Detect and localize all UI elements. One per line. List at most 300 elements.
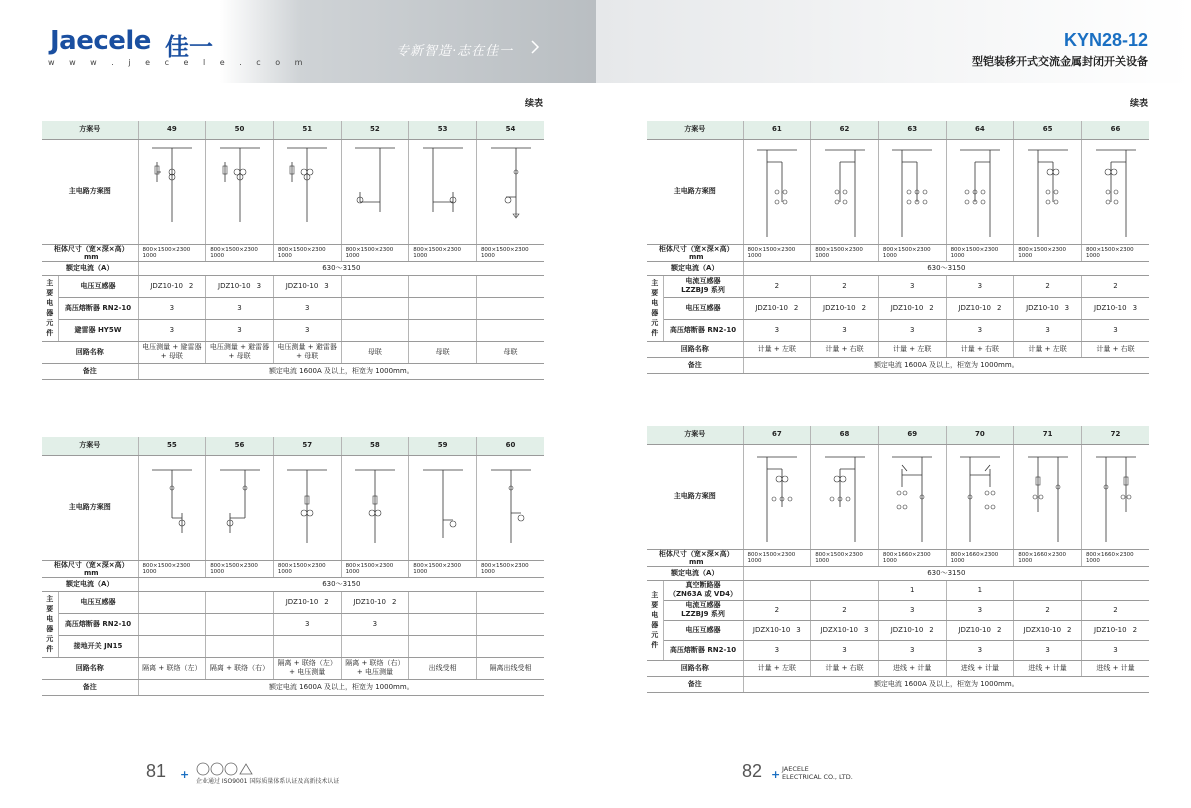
circuit-diagram: [743, 444, 811, 549]
size-d: ×1500×2300: [893, 246, 931, 253]
earth-switch-label: 接地开关 JN15: [58, 635, 138, 657]
ct-qty: 3: [946, 600, 1014, 620]
rated-current-label: 额定电流（A）: [42, 261, 138, 275]
arrester-label: 避雷器 HY5W: [58, 319, 138, 341]
vt-model: JDZ10-10: [958, 303, 991, 312]
main-equipment-label: 主要电器元件: [42, 591, 58, 657]
size-label: [647, 549, 743, 566]
size-w2: 1000: [277, 568, 292, 575]
size-cell: [1081, 244, 1149, 261]
ct-qty: 2: [1014, 600, 1082, 620]
vt-model: JDZ10-10: [823, 303, 856, 312]
size-w: 800: [210, 562, 221, 569]
size-w2: 1000: [277, 252, 292, 259]
vcb-label-a: 真空断路器: [685, 581, 721, 589]
rated-current-label: 额定电流（A）: [647, 261, 743, 275]
size-label-a: 柜体尺寸（宽×深×高）: [53, 560, 129, 569]
vt-model: JDZX10-10: [820, 625, 858, 634]
size-w2: 1000: [1018, 557, 1033, 564]
ct-qty: 3: [946, 275, 1014, 297]
diagram-label: 主电路方案图: [647, 444, 743, 549]
circuit-diagram: [409, 139, 477, 244]
size-cell: [273, 244, 341, 261]
circuit-name-label: 回路名称: [647, 660, 743, 676]
page-number-right: 82: [742, 761, 763, 781]
company-logo-cn: 佳一: [165, 33, 213, 61]
size-d: ×1500×2300: [961, 246, 999, 253]
chevron-right-icon: [530, 40, 540, 54]
circuit-name: 母联: [341, 341, 409, 363]
scheme-number: 62: [811, 121, 879, 139]
diagram-label: 主电路方案图: [42, 455, 138, 560]
company-name-2: ELECTRICAL CO., LTD.: [782, 773, 853, 781]
fuse-qty: 3: [811, 640, 879, 660]
size-w2: 1000: [747, 557, 762, 564]
size-label-b: mm: [83, 252, 99, 261]
vt-model: JDZ10-10: [958, 625, 991, 634]
main-equipment-label: 主要电器元件: [647, 275, 663, 341]
certification-text: 企业通过 ISO9001 国际质量体系认证及高新技术认证: [196, 778, 340, 785]
size-w: 800: [815, 551, 826, 558]
remarks-value: 额定电流 1600A 及以上，柜宽为 1000mm。: [743, 676, 1149, 692]
size-d: ×1500×2300: [825, 246, 863, 253]
scheme-number: 63: [878, 121, 946, 139]
size-cell: [946, 549, 1014, 566]
size-d: ×1500×2300: [1096, 246, 1134, 253]
vt-qty: 2: [996, 625, 1002, 634]
scheme-number: 51: [273, 121, 341, 139]
circuit-name: 进线 + 计量: [1014, 660, 1082, 676]
size-w: 800: [210, 246, 221, 253]
circuit-name: 进线 + 计量: [946, 660, 1014, 676]
size-w: 800: [277, 246, 289, 253]
circuit-name-label: 回路名称: [647, 341, 743, 357]
page-number-left: 81: [146, 761, 167, 781]
circuit-diagram: [273, 139, 341, 244]
size-w2: 1000: [210, 252, 225, 259]
ct-label-b: LZZBJ9 系列: [681, 610, 725, 618]
scheme-number: 66: [1081, 121, 1149, 139]
circuit-diagram: [946, 444, 1014, 549]
size-cell: [811, 549, 879, 566]
size-w2: 1000: [815, 557, 830, 564]
scheme-number: 55: [138, 437, 206, 455]
size-cell: [273, 560, 341, 577]
remarks-label: 备注: [42, 363, 138, 379]
scheme-number: 57: [273, 437, 341, 455]
size-w2: 1000: [815, 252, 830, 259]
size-cell: [476, 244, 544, 261]
size-d: ×1660×2300: [893, 551, 931, 558]
size-d: ×1500×2300: [758, 551, 796, 558]
size-w: 800: [882, 551, 894, 558]
vt-label: 电压互感器: [663, 297, 743, 319]
size-cell: [878, 549, 946, 566]
vt-label: 电压互感器: [663, 620, 743, 640]
ct-label: [663, 600, 743, 620]
circuit-name: 计量 + 右联: [1081, 341, 1149, 357]
ct-qty: 3: [878, 600, 946, 620]
size-w2: 1000: [480, 252, 495, 259]
circuit-diagram: [476, 139, 544, 244]
circuit-name: 进线 + 计量: [1081, 660, 1149, 676]
vt-qty: 2: [861, 303, 867, 312]
size-cell: [138, 560, 206, 577]
vt-model: JDZX10-10: [752, 625, 791, 634]
size-w: 800: [882, 246, 894, 253]
plus-mark-left: +: [180, 768, 190, 781]
size-label: [42, 244, 138, 261]
circuit-diagram: [1014, 139, 1082, 244]
size-cell: [743, 244, 811, 261]
scheme-table-67-72: [647, 426, 1149, 693]
size-cell: [409, 560, 477, 577]
fuse-label: 高压熔断器 RN2-10: [58, 297, 138, 319]
company-logo: Jaecele: [50, 26, 151, 56]
fuse-qty: 3: [743, 319, 811, 341]
circuit-name: 进线 + 计量: [878, 660, 946, 676]
vt-qty: 2: [996, 303, 1002, 312]
vt-qty: 3: [324, 281, 329, 290]
rated-current-label: 额定电流（A）: [647, 566, 743, 580]
rated-current-value: 630～3150: [138, 577, 544, 591]
vt-model: JDZ10-10: [890, 303, 924, 312]
circuit-name: 计量 + 左联: [1014, 341, 1082, 357]
circuit-name: 隔离 + 联络（左）+ 电压测量: [273, 657, 341, 679]
rated-current-value: 630～3150: [743, 566, 1149, 580]
fuse-label: 高压熔断器 RN2-10: [663, 319, 743, 341]
circuit-name: 计量 + 左联: [878, 341, 946, 357]
ct-qty: 2: [1081, 600, 1149, 620]
vt-model: JDZ10-10: [1026, 303, 1059, 312]
plus-mark-right: +: [771, 768, 781, 781]
circuit-diagram: [1014, 444, 1082, 549]
circuit-name: 电压测量 + 避雷器 + 母联: [138, 341, 206, 363]
size-d: ×1500×2300: [356, 246, 394, 253]
size-label-a: 柜体尺寸（宽×深×高）: [658, 244, 734, 253]
circuit-name: 母联: [409, 341, 477, 363]
size-d: ×1500×2300: [153, 562, 191, 569]
fuse-label: 高压熔断器 RN2-10: [58, 613, 138, 635]
fuse-qty: 3: [1081, 319, 1149, 341]
fuse-qty: 3: [811, 319, 879, 341]
fuse-qty: 3: [743, 640, 811, 660]
remarks-value: 额定电流 1600A 及以上，柜宽为 1000mm。: [138, 363, 544, 379]
size-cell: [341, 244, 409, 261]
scheme-number: 50: [206, 121, 274, 139]
circuit-diagram: [476, 455, 544, 560]
scheme-number: 65: [1014, 121, 1082, 139]
ct-qty: 2: [811, 600, 879, 620]
continued-label-left: 续表: [525, 99, 544, 109]
fuse-label: 高压熔断器 RN2-10: [663, 640, 743, 660]
scheme-number: 56: [206, 437, 274, 455]
circuit-diagram: [273, 455, 341, 560]
size-d: ×1500×2300: [491, 562, 529, 569]
scheme-table-49-54: [42, 121, 544, 380]
main-equipment-label: 主要电器元件: [42, 275, 58, 341]
size-w: 800: [747, 551, 758, 558]
ct-label-b: LZZBJ9 系列: [681, 286, 725, 294]
size-w2: 1000: [882, 252, 897, 259]
remarks-label: 备注: [647, 676, 743, 692]
scheme-number: 52: [341, 121, 409, 139]
vt-qty: 3: [1064, 303, 1070, 312]
fuse-qty: 3: [946, 640, 1014, 660]
size-w2: 1000: [413, 252, 428, 259]
size-w2: 1000: [413, 568, 428, 575]
fuse-qty: 3: [341, 613, 409, 635]
ct-qty: 2: [743, 600, 811, 620]
size-cell: [138, 244, 206, 261]
scheme-number: 58: [341, 437, 409, 455]
size-label: [42, 560, 138, 577]
size-cell: [1014, 549, 1082, 566]
scheme-number: 59: [409, 437, 477, 455]
size-d: ×1500×2300: [758, 246, 796, 253]
fuse-qty: 3: [1014, 640, 1082, 660]
ct-qty: 2: [1014, 275, 1082, 297]
size-d: ×1660×2300: [1096, 551, 1134, 558]
product-subtitle: 型铠装移开式交流金属封闭开关设备: [972, 55, 1148, 68]
vt-model: JDZ10-10: [353, 597, 386, 606]
circuit-name: 隔离 + 联络（左）: [138, 657, 206, 679]
size-w: 800: [413, 562, 424, 569]
size-w: 800: [142, 562, 153, 569]
vt-qty: 2: [929, 303, 934, 312]
circuit-diagram: [811, 444, 879, 549]
scheme-number: 72: [1081, 426, 1149, 444]
vt-model: JDZ10-10: [285, 597, 319, 606]
product-model: KYN28-12: [1063, 30, 1148, 50]
circuit-diagram: [206, 139, 274, 244]
circuit-diagram: [138, 455, 206, 560]
vt-qty: 3: [863, 625, 869, 634]
ct-label-a: 电流互感器: [685, 601, 721, 609]
circuit-diagram: [1081, 139, 1149, 244]
size-w: 800: [345, 562, 357, 569]
size-d: ×1500×2300: [423, 246, 461, 253]
fuse-qty: 3: [138, 297, 206, 319]
ct-label-a: 电流互感器: [685, 277, 721, 285]
arrester-qty: 3: [206, 319, 274, 341]
size-w2: 1000: [1085, 252, 1100, 259]
size-cell: [1081, 549, 1149, 566]
vt-model: JDZ10-10: [755, 303, 788, 312]
scheme-number: 67: [743, 426, 811, 444]
ct-qty: 2: [1081, 275, 1149, 297]
fuse-qty: 3: [878, 319, 946, 341]
remarks-value: 额定电流 1600A 及以上，柜宽为 1000mm。: [743, 357, 1149, 373]
vt-qty: 2: [929, 625, 934, 634]
size-label-a: 柜体尺寸（宽×深×高）: [53, 244, 129, 253]
fuse-qty: 3: [1081, 640, 1149, 660]
vt-model: JDZ10-10: [890, 625, 924, 634]
circuit-name: 计量 + 左联: [743, 660, 811, 676]
fuse-qty: 3: [946, 319, 1014, 341]
size-w2: 1000: [142, 252, 157, 259]
circuit-name: 计量 + 左联: [743, 341, 811, 357]
circuit-name: 母联: [476, 341, 544, 363]
size-w: 800: [1085, 246, 1097, 253]
scheme-number: 53: [409, 121, 477, 139]
scheme-number: 54: [476, 121, 544, 139]
vt-qty: 2: [188, 281, 194, 290]
size-w: 800: [815, 246, 826, 253]
vcb-qty: 1: [878, 580, 946, 600]
circuit-name: 隔离出线受相: [476, 657, 544, 679]
size-w: 800: [277, 562, 289, 569]
diagram-label: 主电路方案图: [647, 139, 743, 244]
size-cell: [946, 244, 1014, 261]
company-name-1: JAECELE: [782, 765, 809, 773]
vt-qty: 2: [1067, 625, 1072, 634]
size-w2: 1000: [345, 568, 360, 575]
vt-model: JDZ10-10: [1094, 625, 1127, 634]
scheme-no-label: 方案号: [647, 121, 743, 139]
size-w: 800: [950, 246, 962, 253]
circuit-diagram: [1081, 444, 1149, 549]
scheme-table-61-66: [647, 121, 1149, 374]
size-w: 800: [1085, 551, 1097, 558]
circuit-name-label: 回路名称: [42, 341, 138, 363]
circuit-name: 出线受相: [409, 657, 477, 679]
circuit-diagram: [878, 444, 946, 549]
circuit-diagram: [946, 139, 1014, 244]
ct-label: [663, 275, 743, 297]
vt-qty: 3: [796, 625, 801, 634]
size-w2: 1000: [950, 557, 965, 564]
size-w: 800: [345, 246, 357, 253]
scheme-no-label: 方案号: [42, 437, 138, 455]
vt-qty: 2: [1132, 625, 1138, 634]
circuit-diagram: [409, 455, 477, 560]
vcb-label-b: （ZN63A 或 VD4）: [668, 590, 738, 598]
website-url: w w w . j e c e l e . c o m: [48, 58, 309, 67]
vt-qty: 3: [1132, 303, 1138, 312]
size-w: 800: [1018, 246, 1029, 253]
diagram-label: 主电路方案图: [42, 139, 138, 244]
size-d: ×1500×2300: [153, 246, 191, 253]
scheme-no-label: 方案号: [42, 121, 138, 139]
circuit-name: 计量 + 右联: [811, 660, 879, 676]
vt-model: JDZ10-10: [150, 281, 183, 290]
main-equipment-label: 主要电器元件: [647, 580, 663, 660]
size-cell: [878, 244, 946, 261]
circuit-name: 隔离 + 联络（右）: [206, 657, 274, 679]
arrester-qty: 3: [138, 319, 206, 341]
vcb-qty: 1: [946, 580, 1014, 600]
circuit-diagram: [341, 455, 409, 560]
scheme-number: 64: [946, 121, 1014, 139]
size-w2: 1000: [950, 252, 965, 259]
rated-current-value: 630～3150: [138, 261, 544, 275]
size-w2: 1000: [210, 568, 225, 575]
scheme-no-label: 方案号: [647, 426, 743, 444]
fuse-qty: 3: [1014, 319, 1082, 341]
size-d: ×1660×2300: [961, 551, 999, 558]
size-d: ×1500×2300: [423, 562, 461, 569]
circuit-diagram: [138, 139, 206, 244]
size-w2: 1000: [747, 252, 762, 259]
size-label-a: 柜体尺寸（宽×深×高）: [658, 549, 734, 558]
size-d: ×1500×2300: [220, 562, 258, 569]
scheme-number: 49: [138, 121, 206, 139]
scheme-number: 69: [878, 426, 946, 444]
scheme-number: 61: [743, 121, 811, 139]
rated-current-value: 630～3150: [743, 261, 1149, 275]
scheme-number: 71: [1014, 426, 1082, 444]
scheme-number: 68: [811, 426, 879, 444]
size-w: 800: [413, 246, 424, 253]
size-w: 800: [480, 246, 492, 253]
size-w2: 1000: [480, 568, 495, 575]
vt-model: JDZ10-10: [218, 281, 251, 290]
size-d: ×1500×2300: [288, 562, 326, 569]
scheme-table-55-60: [42, 437, 544, 696]
size-label-b: mm: [688, 557, 704, 566]
size-w2: 1000: [142, 568, 157, 575]
size-w: 800: [747, 246, 758, 253]
size-cell: [206, 244, 274, 261]
remarks-label: 备注: [42, 679, 138, 695]
size-cell: [341, 560, 409, 577]
fuse-qty: 3: [206, 297, 274, 319]
size-cell: [743, 549, 811, 566]
slogan: 专新智造·志在佳一: [396, 44, 514, 59]
size-d: ×1500×2300: [288, 246, 326, 253]
size-d: ×1500×2300: [220, 246, 258, 253]
size-w: 800: [142, 246, 153, 253]
size-cell: [1014, 244, 1082, 261]
size-cell: [811, 244, 879, 261]
vt-model: JDZ10-10: [1094, 303, 1127, 312]
circuit-name: 计量 + 右联: [946, 341, 1014, 357]
fuse-qty: 3: [273, 297, 341, 319]
circuit-diagram: [743, 139, 811, 244]
size-w2: 1000: [882, 557, 897, 564]
size-d: ×1500×2300: [491, 246, 529, 253]
circuit-diagram: [811, 139, 879, 244]
scheme-number: 70: [946, 426, 1014, 444]
vt-model: JDZ10-10: [285, 281, 319, 290]
arrester-qty: 3: [273, 319, 341, 341]
vt-qty: 3: [256, 281, 262, 290]
size-w: 800: [950, 551, 962, 558]
size-w: 800: [480, 562, 492, 569]
size-cell: [476, 560, 544, 577]
size-cell: [409, 244, 477, 261]
size-label-b: mm: [688, 252, 704, 261]
fuse-qty: 3: [273, 613, 341, 635]
circuit-diagram: [206, 455, 274, 560]
rated-current-label: 额定电流（A）: [42, 577, 138, 591]
vcb-label: [663, 580, 743, 600]
circuit-name: 电压测量 + 避雷器 + 母联: [206, 341, 274, 363]
certification-logos: [196, 762, 316, 776]
scheme-number: 60: [476, 437, 544, 455]
vt-qty: 2: [391, 597, 397, 606]
size-label: [647, 244, 743, 261]
size-w2: 1000: [1085, 557, 1100, 564]
size-w: 800: [1018, 551, 1029, 558]
ct-qty: 2: [743, 275, 811, 297]
ct-qty: 2: [811, 275, 879, 297]
company-name: [782, 765, 853, 781]
remarks-value: 额定电流 1600A 及以上，柜宽为 1000mm。: [138, 679, 544, 695]
size-label-b: mm: [83, 568, 99, 577]
size-d: ×1500×2300: [356, 562, 394, 569]
